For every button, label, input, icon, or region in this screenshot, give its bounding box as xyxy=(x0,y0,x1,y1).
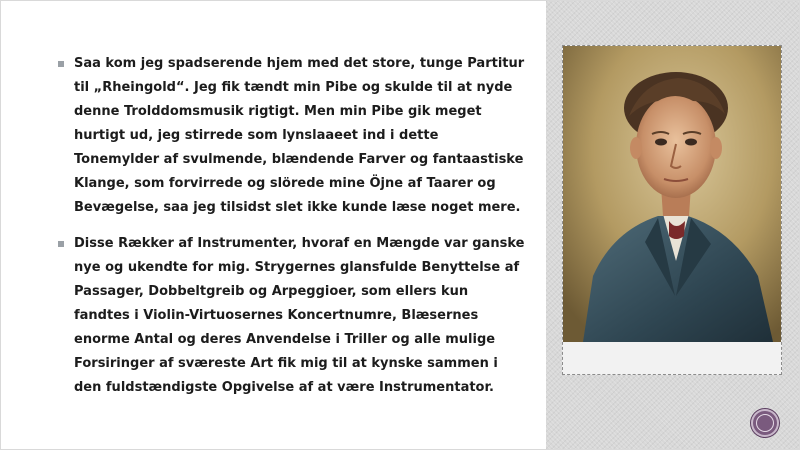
portrait-image xyxy=(563,46,781,342)
circle-nav-inner xyxy=(756,414,774,432)
square-bullet-icon xyxy=(58,241,64,247)
bullet-text: Disse Rækker af Instrumenter, hvoraf en Mængde var ganske nye og ukendte for mig. Strygernes glansfulde Benyttelse af Passager, Dobbeltgreib og Arpeggioer, som ellers kun fandtes i Violin-Virtuosernes Koncertnumre, Blæsernes enorme Antal og deres Anvendelse i Triller og alle mulige Forsiringer af sværeste Art fik mig til at kynske sammen i den fuldstændigste Opgivelse af at være Instrumentator. xyxy=(74,236,525,395)
bullet-item xyxy=(58,232,526,400)
bullet-list xyxy=(58,52,526,412)
picture-placeholder[interactable] xyxy=(562,45,782,375)
bullet-text: Saa kom jeg spadserende hjem med det store, tunge Partitur til „Rheingold“. Jeg fik tændt min Pibe og skulde til at nyde denne Trolddomsmusik rigtigt. Men min Pibe gik meget hurtigt ud, jeg stirrede som lynslaaeet ind i dette Tonemylder af svulmende, blændende Farver og fantaastiske Klange, som forvirrede og slörede mine Öjne af Taarer og Bevægelse, saa jeg tilsidst slet ikke kunde læse noget mere. xyxy=(74,56,525,215)
bullet-item xyxy=(58,52,526,220)
square-bullet-icon xyxy=(58,61,64,67)
circle-nav-icon[interactable] xyxy=(751,409,779,437)
